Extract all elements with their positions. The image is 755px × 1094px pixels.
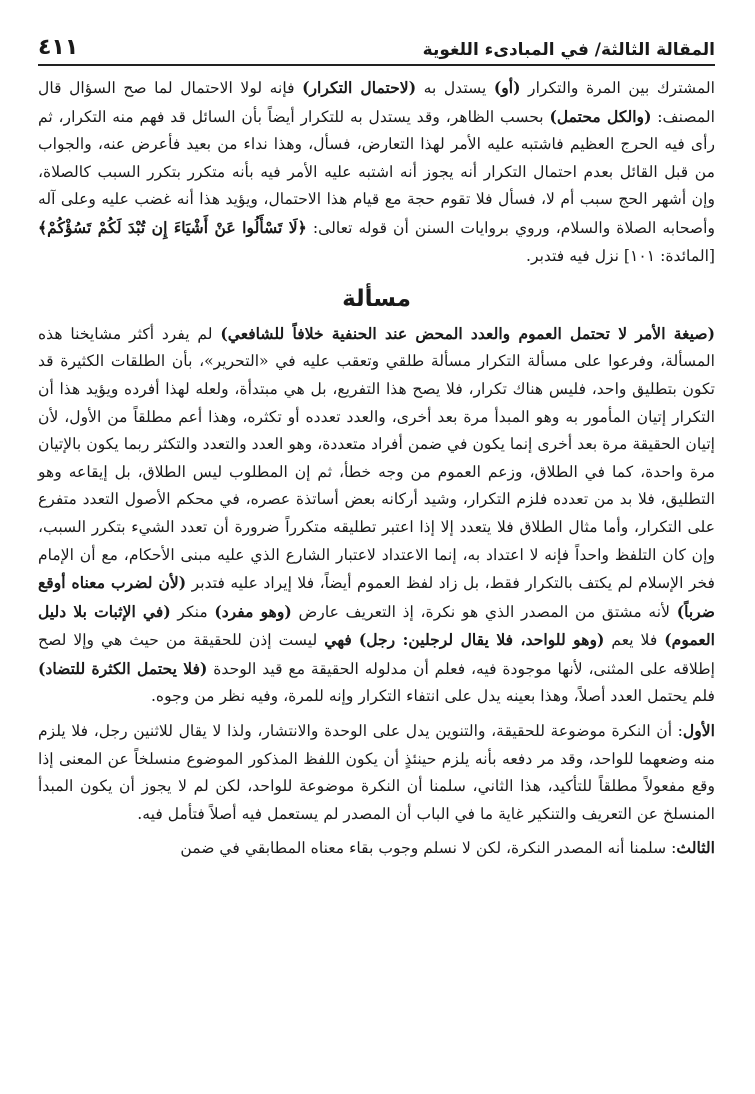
bold-run: (وهو للواحد، فلا يقال لرجلين: رجل) bbox=[358, 630, 605, 650]
text-run: : سلمنا أنه المصدر النكرة، لكن لا نسلم وجوب بقاء معناه المطابقي في ضمن bbox=[180, 839, 677, 858]
text-run: فلم يحتمل العدد أصلاً، وهذا بعينه يدل على انتفاء التكرار وإنه للمرة، وفيه نظر من وجوه. bbox=[150, 687, 715, 706]
bold-run: (والكل محتمل) bbox=[549, 106, 652, 126]
bold-run: (صيغة الأمر لا تحتمل العموم والعدد المحض عند الحنفية خلافاً للشافعي) bbox=[220, 323, 715, 343]
page-number: ٤١١ bbox=[38, 35, 79, 60]
paragraph-3 bbox=[38, 717, 715, 828]
text-run: فلا يعم bbox=[604, 631, 665, 650]
text-run: منكر bbox=[170, 602, 215, 621]
bold-run: (فلا يحتمل الكثرة للتضاد) bbox=[38, 658, 208, 678]
text-run: ليست إذن للحقيقة من حيث هي وإلا لصح إطلاقه على المثنى، لأنها موجودة فيه، فعلم أن مدلوله الحقيقة مع قيد الوحدة bbox=[38, 631, 715, 678]
bold-run: الثالث bbox=[676, 838, 715, 858]
bold-run: (لأن لضرب معناه أوقع ضرباً) bbox=[38, 573, 716, 621]
text-run bbox=[352, 631, 359, 649]
bold-run: (لاحتمال التكرار) bbox=[302, 78, 417, 97]
bold-run: (وهو مفرد) bbox=[214, 601, 292, 621]
text-run: يستدل به bbox=[416, 79, 494, 97]
paragraph-1 bbox=[38, 74, 715, 270]
text-run: لأنه مشتق من المصدر الذي هو نكرة، إذ التعريف عارض bbox=[291, 602, 677, 621]
bold-run: (أو) bbox=[493, 78, 521, 97]
section-heading: مسألة bbox=[342, 286, 411, 313]
running-header bbox=[38, 26, 715, 66]
text-run: المشترك بين المرة والتكرار bbox=[520, 79, 716, 97]
quran-quote: ﴿لَا تَسْأَلُوا عَنْ أَشْيَاءَ إِن تُبْدَ لَكُمْ تَسُؤْكُمْ﴾ bbox=[38, 217, 307, 237]
paragraph-4 bbox=[38, 834, 715, 863]
text-run: : أن النكرة موضوعة للحقيقة، والتنوين يدل على الوحدة والانتشار، ولذا لا يقال للاثنين رجل، فلا يلزم منه وضعهما للواحد، وقد مر دفعه بأنه يلزم حينئذٍ أن يكون اللفظ المذكور الموضوع منسلخاً عن المعنى إذا وقع مفعولاً مطلقاً للتأكيد، هذا الثاني، سلمنا أن النكرة موضوعة للواحد، لكن لم لا يجوز أن يكون المبدأ المنسلخ عن التعريف والتنكير غاية ما في الباب أن المصدر لم يستعمل فيه أصلاً فتأمل فيه. bbox=[38, 722, 715, 823]
text-run: فإنه لولا الاحتمال لما صح السؤال قال المصنف: bbox=[38, 79, 715, 126]
running-title: المقالة الثالثة/ في المبادىء اللغوية bbox=[422, 40, 715, 60]
text-run: [المائدة: ١٠١] نزل فيه فتدبر. bbox=[526, 246, 715, 265]
bold-run: (في الإثبات بلا دليل العموم) bbox=[38, 601, 716, 650]
bold-run: الأول bbox=[682, 721, 715, 741]
text-run: لم يفرد أكثر مشايخنا هذه المسألة، وفرعوا على مسألة التكرار مسألة طلقي وتعقب عليه في «التحرير»، بأن الطلقات الكثيرة قد تكون بتطليق واحد، فليس هناك تكرار، فلا يصح هذا التفريع، بل هي مبتدأة، ولعله لهذا أفرده ويؤيد هذا أن التكرار إتيان المأمور به وهو المبدأ مرة بعد أخرى، والعدد تعدده أو تكثره، وهذا أعم مطلقاً من الأول، لأن إتيان الحقيقة مرة بعد أخرى إنما يكون في ضمن أفراد متعددة، وهو العدد والتعدد والتكثر ربما يكون بالإتيان مرة واحدة، كما في الطلاق، وزعم العموم من وجه خطأ، ثم إن المطلوب ليس الطلاق، بل إيقاعه وهو التطليق، فلا بد من تعدده فلزم التكرار، وشيد أركانه بعض أساتذة عصره، في محكم الأصول التعدد متفرع على التكرار، وأما مثال الطلاق فلا يتعدد إلا إذا اعتبر تطليقه متكرراً ضرورة أن تعدد الشيء بتكرر السبب، وإن كان التلفظ واحداً فإنه لا اعتداد به، إنما الاعتداد لاعتبار الشارع الذي عليه مبنى الأحكام، مع أن الإمام فخر الإسلام لم يكتف بالتكرار فقط، بل زاد لفظ العموم أيضاً، فلا إيراد عليه فتدبر bbox=[38, 324, 715, 593]
page-body bbox=[38, 74, 715, 863]
text-run: بحسب الظاهر، وقد يستدل به للتكرار أيضاً بأن السائل قد فهم منه التكرار، ثم رأى فيه الحرج العظيم فاشتبه عليه الأمر لهذا التعارض، فسأل، وهذا نداء من بعيد فأعرض عنه، والجواب من قبل القائل بعدم احتمال التكرار أنه يجوز أنه اشتبه عليه الأمر فيه بأنه متكرر بتكرر السبب كالصلاة، وإن أشهر الحج سبب أم لا، فسأل فلا تقوم حجة مع قيام هذا الاحتمال، ويؤيد هذا أنه غضب عليه وعلى آله وأصحابه الصلاة والسلام، وروي بروايات السنن أن قوله تعالى: bbox=[38, 107, 715, 237]
bold-run: فهي bbox=[324, 630, 352, 650]
paragraph-2 bbox=[38, 320, 715, 711]
